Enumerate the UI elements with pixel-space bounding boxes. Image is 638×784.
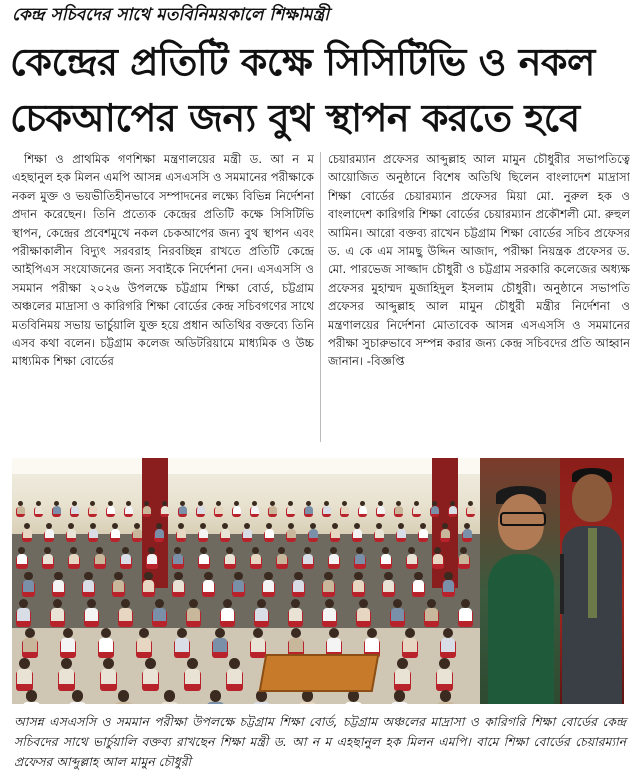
attendee-head: [252, 547, 259, 554]
attendee-head: [234, 572, 242, 580]
attendee: [459, 554, 469, 564]
attendee-head: [53, 599, 62, 608]
attendee: [403, 638, 417, 652]
attendee: [155, 529, 164, 538]
attendee: [277, 554, 287, 564]
attendee-head: [354, 572, 362, 580]
attendee-head: [200, 547, 207, 554]
attendee: [433, 554, 443, 564]
attendee: [59, 669, 74, 684]
attendee: [323, 608, 336, 621]
attendee: [309, 529, 318, 538]
attendee: [359, 506, 367, 514]
front-table: [259, 654, 380, 692]
attendee-head: [229, 658, 240, 669]
attendee: [45, 529, 54, 538]
body-column-left: [12, 150, 314, 446]
attendee: [23, 529, 32, 538]
attendee: [51, 608, 64, 621]
video-screen-minister: [480, 458, 560, 704]
attendee-head: [329, 628, 339, 638]
attendee: [397, 529, 406, 538]
attendee: [419, 529, 428, 538]
attendee: [161, 506, 169, 514]
attendee: [381, 554, 391, 564]
attendee: [213, 638, 227, 652]
attendee-head: [439, 658, 450, 669]
attendee-head: [44, 547, 51, 554]
attendee-head: [63, 628, 73, 638]
attendee: [23, 638, 37, 652]
attendee-head: [324, 572, 332, 580]
attendee: [227, 669, 242, 684]
attendee: [221, 529, 230, 538]
attendee-head: [114, 572, 122, 580]
attendee: [67, 529, 76, 538]
attendee-head: [103, 658, 114, 669]
auditorium-ceiling: [12, 458, 480, 474]
attendee: [85, 608, 98, 621]
body-column-right: [328, 150, 630, 446]
attendee: [23, 580, 34, 591]
attendee: [17, 608, 30, 621]
attendee: [413, 580, 424, 591]
attendee-head: [204, 572, 212, 580]
attendee-head: [460, 547, 467, 554]
attendee-head: [164, 690, 176, 702]
attendee: [225, 554, 235, 564]
attendee: [89, 529, 98, 538]
attendee: [243, 529, 252, 538]
attendee: [269, 506, 277, 514]
attendee: [113, 580, 124, 591]
attendee: [203, 580, 214, 591]
attendee: [345, 702, 362, 704]
attendee: [125, 506, 133, 514]
attendee-head: [61, 658, 72, 669]
body-text-left: শিক্ষা ও প্রাথমিক গণশিক্ষা মন্ত্রণালয়ের মন্ত্রী ড. আ ন ম এহছানুল হক মিলন এমপি আসন্ন এসএসসি ও সমমানের পরীক্ষাকে নকল মুক্ত ও ভয়ভীতিহীনভাবে সম্পাদনের লক্ষ্যে বিভিন্ন নির্দেশনা প্রদান করেছেন। তিনি প্রত্যেক কেন্দ্রের প্রতিটি কক্ষে সিসিটিভি স্থাপন, কেন্দ্রের প্রবেশমুখে নকল চেকআপের জন্য বুথ স্থাপন এবং পরীক্ষাকালীন বিদ্যুৎ সরবরাহ নিরবচ্ছিন্ন রাখতে প্রতিটি কেন্দ্রে আইপিএস সংযোজনের জন্য সবাইকে নির্দেশনা দেন। এসএসসি ও সমমান পরীক্ষা ২০২৬ উপলক্ষে চট্টগ্রাম শিক্ষা বোর্ড, চট্টগ্রাম অঞ্চলের মাদ্রাসা ও কারিগরি শিক্ষা বোর্ডের কেন্দ্র সচিবগণের সাথে মতবিনিময় সভায় ভার্চুয়ালি যুক্ত হয়ে প্রধান অতিথির বক্তব্যে তিনি এসব কথা বলেন। চট্টগ্রাম কলেজ অডিটরিয়ামে মাধ্যমিক ও উচ্চ মাধ্যমিক শিক্ষা বোর্ডের: [12, 152, 314, 369]
attendee: [199, 529, 208, 538]
attendee: [323, 580, 334, 591]
attendee: [111, 529, 120, 538]
attendee: [407, 554, 417, 564]
attendee: [95, 554, 105, 564]
attendee: [353, 529, 362, 538]
attendee: [329, 554, 339, 564]
attendee-head: [19, 599, 28, 608]
attendee: [323, 506, 331, 514]
attendee: [173, 580, 184, 591]
attendee: [395, 669, 410, 684]
attendee: [197, 506, 205, 514]
attendee: [303, 554, 313, 564]
attendee-head: [356, 547, 363, 554]
attendee: [463, 529, 472, 538]
attendee: [101, 669, 116, 684]
attendee: [251, 638, 265, 652]
attendee-head: [121, 599, 130, 608]
attendee-head: [294, 572, 302, 580]
attendee-head: [148, 547, 155, 554]
attendee-head: [155, 599, 164, 608]
attendee-head: [122, 547, 129, 554]
attendee-head: [393, 599, 402, 608]
attendee-head: [19, 658, 30, 669]
attendee: [431, 506, 439, 514]
attendee: [83, 580, 94, 591]
attendee: [299, 702, 316, 704]
attendee: [383, 580, 394, 591]
attendee: [233, 506, 241, 514]
attendee: [413, 506, 421, 514]
attendee: [327, 638, 341, 652]
attendee: [99, 638, 113, 652]
attendee: [23, 702, 40, 704]
attendee-head: [443, 628, 453, 638]
attendee-head: [25, 628, 35, 638]
attendee-head: [325, 599, 334, 608]
attendee-head: [304, 547, 311, 554]
attendee-head: [408, 547, 415, 554]
attendee: [331, 529, 340, 538]
attendee-head: [291, 628, 301, 638]
attendee: [89, 506, 97, 514]
attendee: [395, 506, 403, 514]
attendee: [185, 669, 200, 684]
attendee-head: [394, 690, 406, 702]
attendee: [341, 506, 349, 514]
attendee: [437, 669, 452, 684]
attendee: [253, 702, 270, 704]
attendee-head: [18, 547, 25, 554]
attendee: [143, 669, 158, 684]
attendee: [173, 554, 183, 564]
attendee-head: [405, 628, 415, 638]
attendee: [153, 608, 166, 621]
attendee: [265, 529, 274, 538]
chairman-face: [572, 474, 612, 522]
attendee-head: [24, 572, 32, 580]
attendee: [71, 506, 79, 514]
attendee-head: [461, 599, 470, 608]
attendee: [251, 554, 261, 564]
attendee: [289, 638, 303, 652]
attendee-head: [414, 572, 422, 580]
attendee-head: [54, 572, 62, 580]
attendee: [287, 506, 295, 514]
attendee: [353, 580, 364, 591]
attendee-head: [84, 572, 92, 580]
attendee: [289, 608, 302, 621]
attendee: [69, 702, 86, 704]
attendee-head: [226, 547, 233, 554]
attendee: [119, 608, 132, 621]
attendee: [147, 554, 157, 564]
attendee: [143, 580, 154, 591]
attendee: [107, 506, 115, 514]
attendee: [357, 608, 370, 621]
column-divider: [320, 152, 321, 442]
photo-caption: আসন্ন এসএসসি ও সমমান পরীক্ষা উপলক্ষে চট্টগ্রাম শিক্ষা বোর্ড, চট্টগ্রাম অঞ্চলের মাদ্রাসা ও কারিগরি শিক্ষা বোর্ডের কেন্দ্র সচিবদের সাথে ভার্চুয়ালি বক্তব্য রাখছেন শিক্ষা মন্ত্রী ড. আ ন ম এহছানুল হক মিলন এমপি। বামে শিক্ষা বোর্ডের চেয়ারম্যান প্রফেসর আব্দুল্লাহ আল মামুন চৌধুরী: [14, 714, 626, 769]
attendee-head: [215, 628, 225, 638]
attendee: [425, 608, 438, 621]
attendee-head: [367, 628, 377, 638]
attendee-head: [189, 599, 198, 608]
attendee: [17, 669, 32, 684]
attendee-head: [70, 547, 77, 554]
attendee-head: [187, 658, 198, 669]
attendee: [437, 702, 454, 704]
attendee-head: [427, 599, 436, 608]
chairman-portrait: [560, 458, 624, 704]
attendee: [69, 554, 79, 564]
attendee-head: [434, 547, 441, 554]
attendee-head: [210, 690, 222, 702]
attendee: [175, 638, 189, 652]
microphone-icon: [560, 554, 564, 614]
headline-line-2: চেকআপের জন্য বুথ স্থাপন করতে হবে: [10, 96, 580, 140]
attendee-head: [359, 599, 368, 608]
attendee: [375, 529, 384, 538]
attendee: [467, 506, 475, 514]
attendee: [187, 608, 200, 621]
attendee: [263, 580, 274, 591]
attendee: [221, 608, 234, 621]
attendee-head: [174, 547, 181, 554]
attendee: [53, 580, 64, 591]
attendee: [199, 554, 209, 564]
attendee: [255, 608, 268, 621]
attendee: [53, 506, 61, 514]
attendee-head: [330, 547, 337, 554]
attendee-head: [440, 690, 452, 702]
tie-icon: [588, 528, 597, 618]
attendee: [215, 506, 223, 514]
attendee: [177, 529, 186, 538]
attendee: [161, 702, 178, 704]
news-photo: [12, 458, 624, 704]
attendee: [443, 580, 454, 591]
attendee: [43, 554, 53, 564]
attendee-head: [177, 628, 187, 638]
attendee: [207, 702, 224, 704]
audience: [12, 498, 480, 704]
attendee: [441, 529, 450, 538]
attendee-head: [118, 690, 130, 702]
attendee-head: [72, 690, 84, 702]
attendee: [305, 506, 313, 514]
headline-line-1: কেন্দ্রের প্রতিটি কক্ষে সিসিটিভি ও নকল: [10, 40, 595, 84]
article-kicker: কেন্দ্র সচিবদের সাথে মতবিনিময়কালে শিক্ষামন্ত্রী: [12, 5, 330, 25]
attendee: [449, 506, 457, 514]
attendee: [293, 580, 304, 591]
attendee: [143, 506, 151, 514]
attendee-head: [101, 628, 111, 638]
attendee-head: [257, 599, 266, 608]
attendee: [391, 702, 408, 704]
attendee-head: [87, 599, 96, 608]
attendee: [35, 506, 43, 514]
attendee-head: [174, 572, 182, 580]
attendee-head: [291, 599, 300, 608]
attendee-head: [384, 572, 392, 580]
attendee: [377, 506, 385, 514]
attendee: [17, 506, 25, 514]
attendee-head: [444, 572, 452, 580]
attendee-head: [139, 628, 149, 638]
attendee-head: [382, 547, 389, 554]
attendee: [179, 506, 187, 514]
attendee: [355, 554, 365, 564]
attendee: [233, 580, 244, 591]
minister-robe: [488, 554, 554, 704]
body-text-right: চেয়ারম্যান প্রফেসর আব্দুল্লাহ আল মামুন চৌধুরীর সভাপতিত্বে আয়োজিত অনুষ্ঠানে বিশেষ অতিথি ছিলেন বাংলাদেশ মাদ্রাসা শিক্ষা বোর্ডের চেয়ারম্যান প্রফেসর মিয়া মো. নুরুল হক ও বাংলাদেশ কারিগরি শিক্ষা বোর্ডের চেয়ারম্যান প্রকৌশলী মো. রুহুল আমিন। আরো বক্তব্য রাখেন চট্টগ্রাম শিক্ষা বোর্ডের সচিব প্রফেসর ড. এ কে এম সামছু উদ্দিন আজাদ, পরীক্ষা নিয়ন্ত্রক প্রফেসর ড. মো. পারভেজ সাজ্জাদ চৌধুরী ও চট্টগ্রাম সরকারি কলেজের অধ্যক্ষ প্রফেসর মুহাম্মদ মুজাহিদুল ইসলাম চৌধুরী। অনুষ্ঠানে সভাপতি প্রফেসর আব্দুল্লাহ আল মামুন চৌধুরী মন্ত্রীর নির্দেশনা ও মন্ত্রণালয়ের নির্দেশনা মোতাবেক আসন্ন এসএসসি ও সমমানের পরীক্ষা সুচারুভাবে সম্পন্ন করার জন্য কেন্দ্র সচিবদের প্রতি আহ্বান জানান। -বিজ্ঞপ্তি: [328, 152, 630, 369]
attendee: [121, 554, 131, 564]
attendee: [365, 638, 379, 652]
attendee: [459, 608, 472, 621]
attendee: [133, 529, 142, 538]
attendee-head: [397, 658, 408, 669]
attendee: [137, 638, 151, 652]
attendee: [287, 529, 296, 538]
glasses-icon: [500, 512, 546, 526]
attendee: [17, 554, 27, 564]
attendee-head: [26, 690, 38, 702]
attendee-head: [145, 658, 156, 669]
attendee-head: [253, 628, 263, 638]
attendee-head: [144, 572, 152, 580]
attendee: [391, 608, 404, 621]
attendee-head: [96, 547, 103, 554]
attendee-head: [223, 599, 232, 608]
attendee: [441, 638, 455, 652]
attendee: [61, 638, 75, 652]
attendee-head: [278, 547, 285, 554]
attendee-head: [264, 572, 272, 580]
attendee: [115, 702, 132, 704]
attendee: [251, 506, 259, 514]
